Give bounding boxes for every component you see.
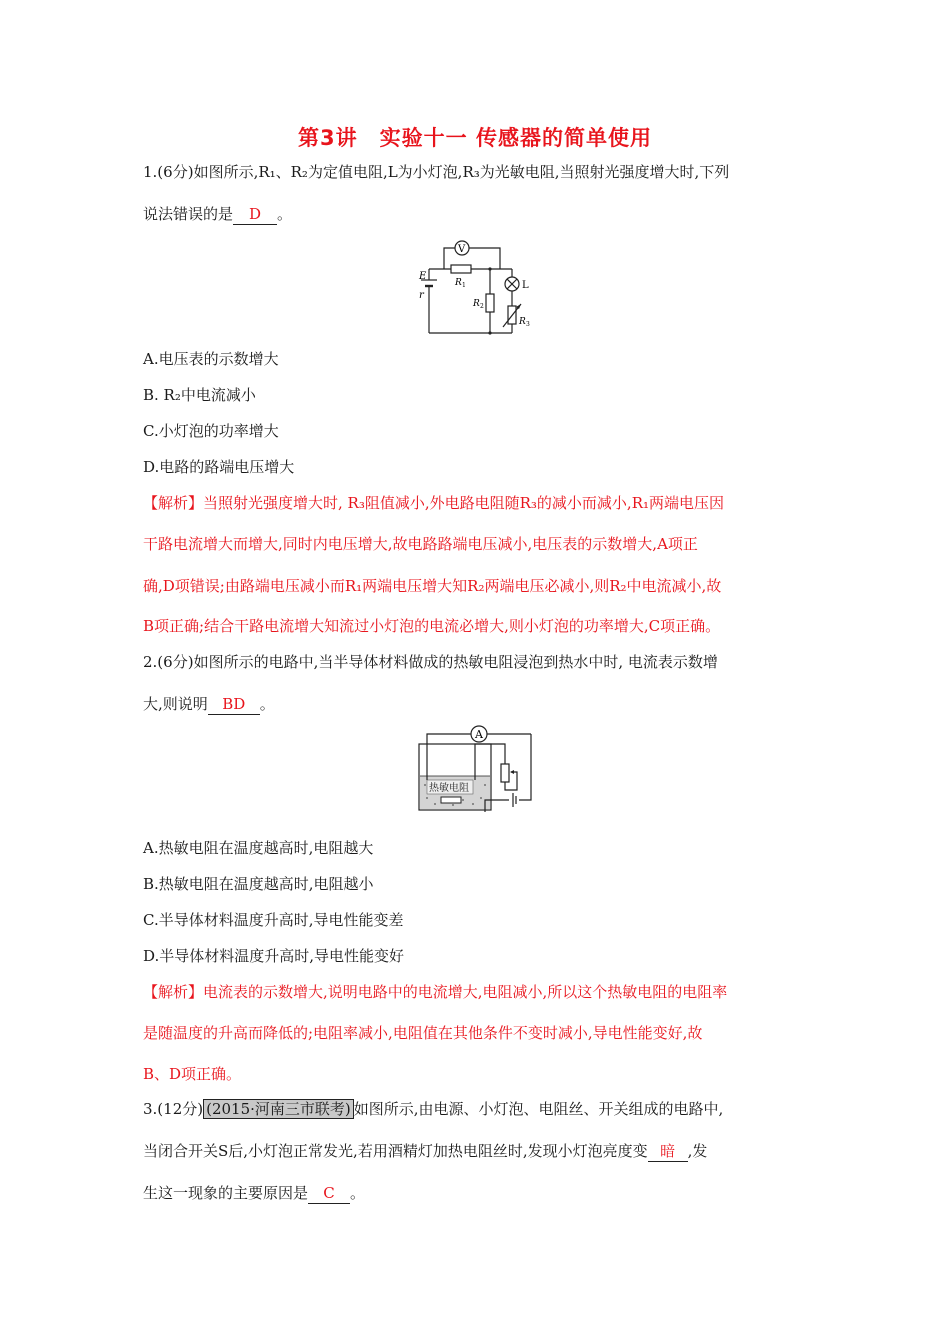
q2-option-a: A.热敏电阻在温度越高时,电阻越大 xyxy=(143,839,374,857)
lamp-label: L xyxy=(522,280,529,291)
thermistor-label: 热敏电阻 xyxy=(429,783,469,794)
q2-option-d: D.半导体材料温度升高时,导电性能变好 xyxy=(143,947,405,965)
q3-source-tag: (2015·河南三市联考) xyxy=(203,1099,354,1119)
q2-analysis-line2: 是随温度的升高而降低的;电阻率减小,电阻值在其他条件不变时减小,导电性能变好,故 xyxy=(143,1024,703,1042)
r1-sub: 1 xyxy=(462,282,466,289)
r1-label: R xyxy=(455,278,462,288)
q3-stem-text-2: 当闭合开关S后,小灯泡正常发光,若用酒精灯加热电阻丝时,发现小灯泡亮度变 xyxy=(143,1142,648,1160)
q3-stem-text-4: 生这一现象的主要原因是 xyxy=(143,1184,309,1202)
r3-label: R xyxy=(519,317,526,327)
q1-stem-line2 xyxy=(143,204,292,225)
q1-option-c: C.小灯泡的功率增大 xyxy=(143,422,279,440)
q1-stem-end: 。 xyxy=(277,205,293,223)
q1-analysis-line4: B项正确;结合干路电流增大知流过小灯泡的电流必增大,则小灯泡的功率增大,C项正确。 xyxy=(143,617,721,635)
q2-number: 2.(6分) xyxy=(143,653,194,671)
q2-stem-end: 。 xyxy=(259,695,275,713)
q3-stem-line3 xyxy=(143,1183,365,1204)
internal-resistance-label: r xyxy=(419,290,424,301)
q1-analysis-line2: 干路电流增大而增大,同时内电压增大,故电路路端电压减小,电压表的示数增大,A项正 xyxy=(143,535,698,553)
q1-option-d: D.电路的路端电压增大 xyxy=(143,458,295,476)
q2-stem-line1 xyxy=(143,652,718,672)
q1-answer-blank: D xyxy=(233,204,277,225)
r2-label: R xyxy=(473,299,480,309)
page-title: 第3讲 实验十一 传感器的简单使用 xyxy=(298,126,652,150)
q1-stem-text: 如图所示,R₁、R₂为定值电阻,L为小灯泡,R₃为光敏电阻,当照射光强度增大时,下列 xyxy=(193,163,730,181)
q1-option-b: B. R₂中电流减小 xyxy=(143,386,256,404)
voltmeter-label: V xyxy=(458,244,466,255)
q2-option-b: B.热敏电阻在温度越高时,电阻越小 xyxy=(143,875,374,893)
q3-stem-text-3: ,发 xyxy=(687,1142,708,1160)
q2-circuit-diagram xyxy=(415,724,533,816)
q3-stem-end: 。 xyxy=(350,1184,366,1202)
q2-option-c: C.半导体材料温度升高时,导电性能变差 xyxy=(143,911,404,929)
q3-stem-text: 如图所示,由电源、小灯泡、电阻丝、开关组成的电路中, xyxy=(353,1100,724,1118)
q1-analysis-line3: 确,D项错误;由路端电压减小而R₁两端电压增大知R₂两端电压必减小,则R₂中电流减小,故 xyxy=(143,577,722,595)
q1-stem-line1 xyxy=(143,162,729,182)
q3-number: 3.(12分) xyxy=(143,1100,204,1118)
q1-option-a: A.电压表的示数增大 xyxy=(143,350,279,368)
q2-analysis-line3: B、D项正确。 xyxy=(143,1065,242,1083)
q1-circuit-diagram xyxy=(415,236,540,338)
q3-answer-blank-2: C xyxy=(308,1183,350,1204)
q3-answer-blank-1: 暗 xyxy=(648,1141,688,1162)
q1-number: 1.(6分) xyxy=(143,163,194,181)
r2-sub: 2 xyxy=(480,303,484,310)
ammeter-label: A xyxy=(475,728,483,741)
q1-stem-text-2: 说法错误的是 xyxy=(143,205,234,223)
q3-stem-line2 xyxy=(143,1141,707,1162)
q2-stem-text-2: 大,则说明 xyxy=(143,695,208,713)
q3-stem-line1 xyxy=(143,1099,723,1119)
r3-sub: 3 xyxy=(526,321,530,328)
emf-label: E xyxy=(419,271,427,282)
q2-analysis-line1: 【解析】电流表的示数增大,说明电路中的电流增大,电阻减小,所以这个热敏电阻的电阻率 xyxy=(143,983,728,1001)
q2-stem-text: 如图所示的电路中,当半导体材料做成的热敏电阻浸泡到热水中时, 电流表示数增 xyxy=(193,653,718,671)
q2-answer-blank: BD xyxy=(208,694,260,715)
q1-analysis-line1: 【解析】当照射光强度增大时, R₃阻值减小,外电路电阻随R₃的减小而减小,R₁两端电压因 xyxy=(143,494,724,512)
q2-stem-line2 xyxy=(143,694,275,715)
